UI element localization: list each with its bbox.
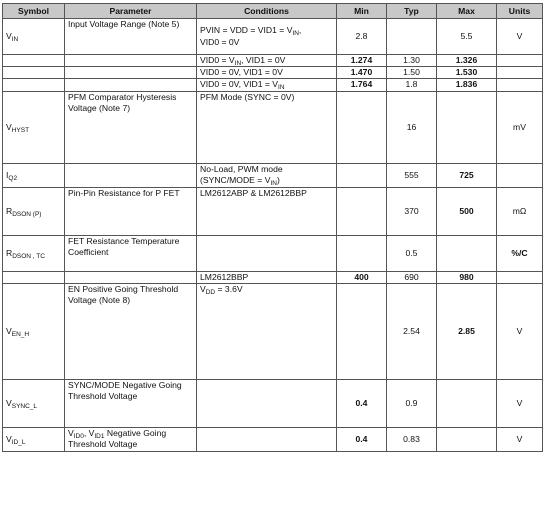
cell-min: [337, 55, 387, 67]
unit-text: V: [516, 30, 523, 41]
table-row: [3, 283, 543, 319]
max-value: 500: [459, 205, 474, 216]
typ-value: 2.54: [403, 325, 420, 336]
cell-parameter: [65, 55, 197, 67]
cell-symbol: [3, 163, 65, 187]
cell-conditions: [197, 235, 337, 271]
cell-symbol: [3, 67, 65, 79]
cell-parameter: [65, 163, 197, 187]
cell-parameter: [65, 91, 197, 163]
cell-min: [337, 19, 387, 55]
cell-max: [437, 91, 497, 163]
table-body: [3, 19, 543, 452]
cell-parameter: [65, 427, 197, 451]
typ-value: 1.8: [405, 79, 418, 90]
cell-symbol: [3, 91, 65, 163]
cell-typ: [387, 427, 437, 451]
cell-units: [497, 379, 543, 427]
condition-line: LM2612ABP & LM2612BBP: [200, 187, 307, 198]
table-row: [3, 379, 543, 403]
cell-symbol: [3, 187, 65, 235]
cell-symbol: [3, 235, 65, 271]
cell-symbol: [3, 283, 65, 379]
cell-min: [337, 271, 387, 283]
header-units: Units: [497, 4, 543, 19]
cell-min: [337, 187, 387, 235]
cell-conditions: [197, 55, 337, 67]
cell-symbol: [3, 19, 65, 55]
typ-value: 1.30: [403, 55, 420, 65]
max-value: 2.85: [458, 325, 475, 336]
typ-value: 0.5: [405, 247, 418, 258]
cell-typ: [387, 91, 437, 163]
cell-units: [497, 19, 543, 55]
cell-conditions: [197, 19, 337, 55]
cell-units: [497, 91, 543, 163]
cell-conditions: [197, 187, 337, 235]
symbol-text: $V_{EN\_H}$: [6, 325, 30, 338]
cell-min: [337, 283, 387, 379]
table-row: [3, 427, 543, 451]
cell-parameter: [65, 271, 197, 283]
cell-parameter: [65, 79, 197, 91]
unit-text: V: [516, 325, 523, 336]
table-row: [3, 67, 543, 79]
condition-line: LM2612BBP: [200, 271, 249, 282]
cell-symbol: [3, 55, 65, 67]
symbol-text: $R_{DSON , TC}$: [6, 247, 45, 260]
header-max: Max: [437, 4, 497, 19]
parameter-text: SYNC/MODE Negative Going Threshold Voltage: [68, 379, 182, 402]
cell-symbol: [3, 379, 65, 427]
cell-conditions: [197, 283, 337, 379]
header-typ: Typ: [387, 4, 437, 19]
table-row: [3, 19, 543, 43]
cell-min: [337, 163, 387, 187]
unit-text: V: [516, 397, 523, 408]
unit-text: mΩ: [512, 205, 527, 216]
cell-units: [497, 187, 543, 235]
cell-units: [497, 79, 543, 91]
symbol-text: $V_{SYNC\_L}$: [6, 397, 38, 410]
cell-conditions: [197, 271, 337, 283]
cell-units: [497, 283, 543, 379]
cell-units: [497, 427, 543, 451]
header-conditions: Conditions: [197, 4, 337, 19]
cell-max: [437, 379, 497, 427]
condition-line: (SYNC/MODE = $V_{IN}$): [200, 175, 280, 188]
cell-conditions: [197, 163, 337, 187]
header-min: Min: [337, 4, 387, 19]
table-row: [3, 79, 543, 91]
cell-min: [337, 235, 387, 271]
typ-value: 555: [404, 169, 419, 180]
cell-max: [437, 427, 497, 451]
electrical-characteristics-table: [2, 3, 543, 452]
cell-typ: [387, 163, 437, 187]
cell-units: [497, 235, 543, 271]
cell-parameter: [65, 379, 197, 427]
cell-conditions: [197, 427, 337, 451]
header-symbol: Symbol: [3, 4, 65, 19]
condition-line: VID0 = 0V, $VID1 = V_{IN}$: [200, 79, 285, 92]
typ-value: 0.9: [405, 397, 418, 408]
condition-line: No-Load, PWM mode: [200, 163, 283, 174]
condition-line: PFM Mode (SYNC = 0V): [200, 91, 295, 102]
parameter-text: PFM Comparator Hysteresis Voltage (Note 7): [68, 91, 177, 113]
cell-units: [497, 55, 543, 67]
cell-max: [437, 235, 497, 271]
table-row: [3, 271, 543, 283]
cell-conditions: [197, 379, 337, 427]
max-value: 1.836: [455, 79, 478, 90]
cell-conditions: [197, 79, 337, 91]
unit-text: V: [516, 433, 523, 444]
max-value: 725: [459, 169, 474, 180]
table-row: [3, 187, 543, 211]
unit-text: mV: [513, 121, 526, 132]
cell-min: [337, 427, 387, 451]
condition-line: $V_{DD} = 3.6V$: [200, 283, 243, 296]
condition-line: $VID0 = V_{IN}$, VID1 = 0V: [200, 55, 286, 67]
typ-value: 1.50: [403, 67, 420, 78]
cell-parameter: [65, 67, 197, 79]
unit-text: %/C: [511, 247, 528, 258]
cell-units: [497, 67, 543, 79]
max-value: 980: [459, 271, 474, 282]
cell-typ: [387, 67, 437, 79]
table-row: [3, 235, 543, 259]
min-value: 0.4: [355, 397, 368, 408]
condition-line: VID0 = 0V, VID1 = 0V: [200, 67, 283, 78]
table-row: [3, 91, 543, 127]
typ-value: 690: [404, 271, 419, 282]
parameter-text: EN Positive Going Threshold Voltage (Note 8): [68, 283, 179, 306]
electrical-characteristics-table-wrapper: [2, 3, 543, 452]
cell-typ: [387, 283, 437, 379]
symbol-text: $I_{Q2}$: [6, 169, 18, 182]
cell-typ: [387, 19, 437, 55]
max-value: 5.5: [460, 30, 473, 41]
typ-value: 0.83: [403, 433, 420, 444]
cell-typ: [387, 235, 437, 271]
cell-units: [497, 271, 543, 283]
cell-min: [337, 379, 387, 427]
cell-parameter: [65, 235, 197, 271]
table-row: [3, 163, 543, 187]
cell-units: [497, 163, 543, 187]
parameter-text: Input Voltage Range (Note 5): [68, 19, 180, 29]
cell-max: [437, 271, 497, 283]
cell-min: [337, 67, 387, 79]
cell-conditions: [197, 67, 337, 79]
min-value: 1.764: [350, 79, 373, 90]
typ-value: 16: [406, 121, 417, 132]
cell-parameter: [65, 283, 197, 379]
cell-max: [437, 79, 497, 91]
parameter-text: $V_{ID0}$, $V_{ID1}$ Negative Going Threshold Voltage: [68, 427, 167, 450]
cell-typ: [387, 79, 437, 91]
max-value: 1.530: [455, 67, 478, 78]
cell-min: [337, 79, 387, 91]
cell-symbol: [3, 427, 65, 451]
max-value: 1.326: [455, 55, 478, 65]
symbol-text: $R_{DSON (P)}$: [6, 205, 42, 218]
cell-parameter: [65, 19, 197, 55]
min-value: 1.470: [350, 67, 373, 78]
cell-parameter: [65, 187, 197, 235]
cell-max: [437, 187, 497, 235]
symbol-text: $V_{ID\_L}$: [6, 433, 26, 446]
cell-typ: [387, 271, 437, 283]
cell-typ: [387, 379, 437, 427]
cell-typ: [387, 187, 437, 235]
cell-symbol: [3, 271, 65, 283]
condition-line: PVIN = VDD = $VID1 = V_{IN}$,: [200, 25, 302, 38]
cell-max: [437, 55, 497, 67]
table-row: [3, 55, 543, 67]
parameter-text: Pin-Pin Resistance for P FET: [68, 187, 180, 198]
min-value: 2.8: [355, 30, 368, 41]
cell-max: [437, 67, 497, 79]
cell-conditions: [197, 91, 337, 163]
condition-line: VID0 = 0V: [200, 36, 240, 47]
table-header-row: [3, 4, 543, 19]
cell-max: [437, 283, 497, 379]
min-value: 400: [354, 271, 369, 282]
cell-min: [337, 91, 387, 163]
min-value: 0.4: [355, 433, 368, 444]
parameter-text: FET Resistance Temperature Coefficient: [68, 235, 180, 257]
cell-typ: [387, 55, 437, 67]
cell-max: [437, 19, 497, 55]
typ-value: 370: [404, 205, 419, 216]
symbol-text: $V_{IN}$: [6, 30, 19, 43]
cell-symbol: [3, 79, 65, 91]
symbol-text: $V_{HYST}$: [6, 121, 30, 134]
min-value: 1.274: [350, 55, 373, 65]
cell-max: [437, 163, 497, 187]
header-parameter: Parameter: [65, 4, 197, 19]
